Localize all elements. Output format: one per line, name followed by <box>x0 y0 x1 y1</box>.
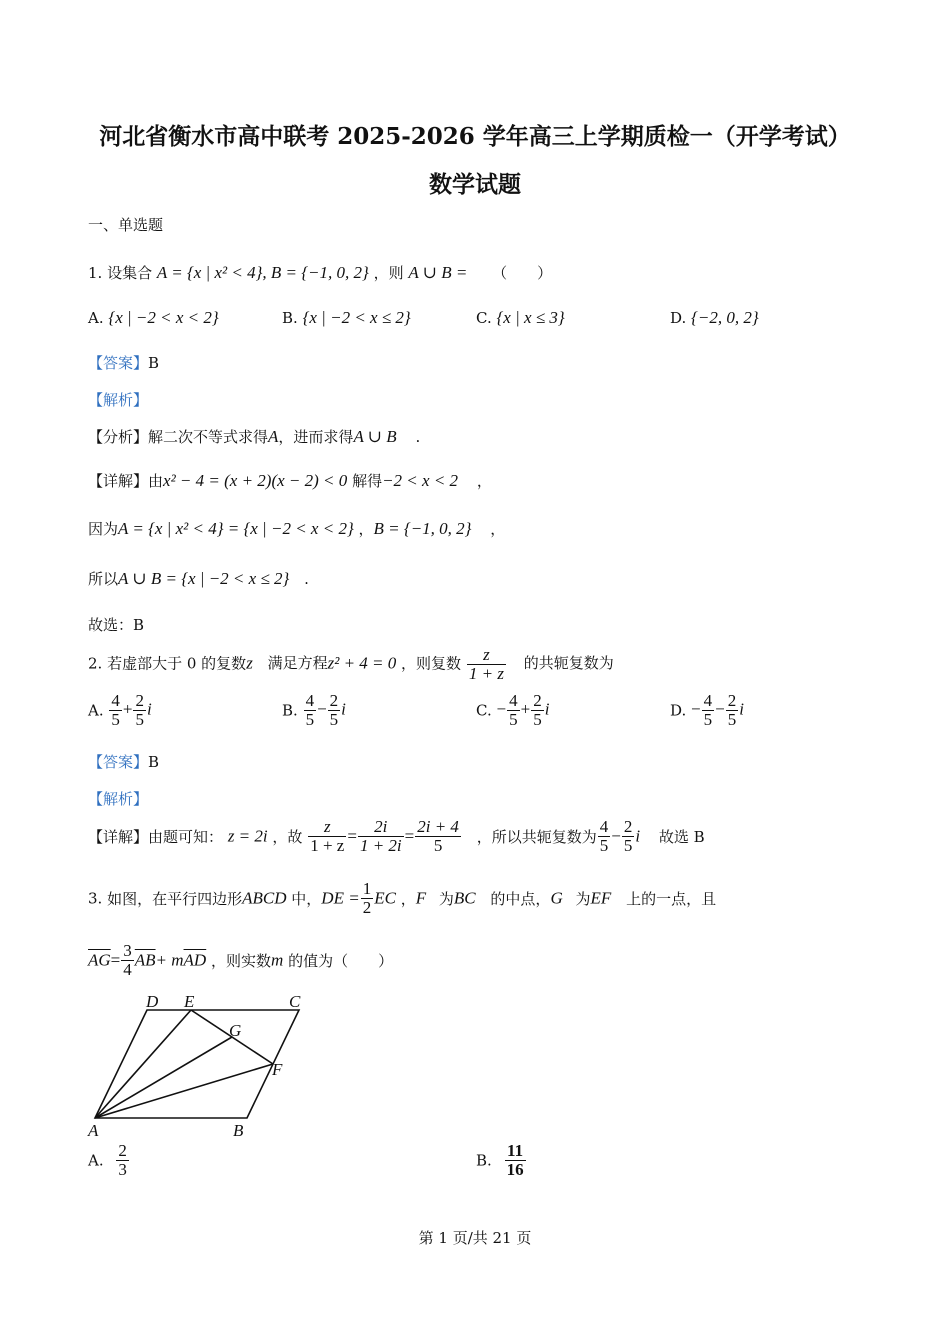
union-expr: A ∪ B = <box>408 263 468 282</box>
q1-detail: 【详解】由x² − 4 = (x + 2)(x − 2) < 0 解得−2 < x < 2 ， <box>88 471 492 490</box>
q2-option-a: A. $\frac{4}{5}$ + $\frac{2}{5}$ i <box>88 691 152 729</box>
q2-analysis-tag: 【解析】 <box>88 790 149 808</box>
q1-fenxi: 【分析】解二次不等式求得A，进而求得A ∪ B . <box>88 427 421 446</box>
parallelogram-abcd <box>95 1010 299 1118</box>
segment-ag <box>95 1037 232 1118</box>
point-label-b: B <box>233 1121 244 1140</box>
point-label-g: G <box>229 1021 242 1040</box>
q1-choice: 故选：B <box>88 616 145 634</box>
q1-option-c: C. {x | x ≤ 3} <box>476 308 565 327</box>
segment-af <box>95 1064 273 1118</box>
q1-option-b: B. {x | −2 < x ≤ 2} <box>282 308 411 327</box>
set-b-expr: , B = {−1, 0, 2} <box>262 263 369 282</box>
q1-option-d: D. {−2, 0, 2} <box>670 308 759 327</box>
q2-option-b: B. $\frac{4}{5}$ − $\frac{2}{5}$ i <box>282 691 346 729</box>
vector-ad: $\overline{AD}$ <box>183 950 207 970</box>
question-1-stem: 1. 设集合 A = {x | x² < 4}, B = {−1, 0, 2} ，则 A ∪ B = （ ） <box>88 263 553 282</box>
document-subtitle: 数学试题 <box>429 171 521 198</box>
q2-option-d: D. − $\frac{4}{5}$ − $\frac{2}{5}$ i <box>670 691 744 729</box>
parallelogram-figure <box>80 990 320 1140</box>
point-label-a: A <box>88 1121 99 1140</box>
q1-since: 因为A = {x | x² < 4} = {x | −2 < x < 2} ，B = {−1, 0, 2} ， <box>88 519 506 538</box>
set-a-expr: A = {x | x² < 4} <box>156 263 263 282</box>
q2-detail: 【详解】由题可知： z = 2i ，故 $\frac{z}{1 + z}$ = $\frac{2i}{1 + 2i}$ = $\frac{2i + 4}{5}$ ，所以共轭复数为 $\frac{4}{5}$ − $\frac{2}{5}$ i 故选 B <box>88 817 705 855</box>
document-title: 河北省衡水市高中联考 2025-2026 学年高三上学期质检一（开学考试） <box>99 123 851 150</box>
question-2-stem: 2. 若虚部大于 0 的复数z 满足方程z² + 4 = 0 ，则复数 $\frac{z}{1 + z}$ 的共轭复数为 <box>88 645 614 683</box>
q2-answer: 【答案】B <box>88 753 160 771</box>
vector-ab: $\overline{AB}$ <box>134 950 156 970</box>
segment-ae <box>95 1010 191 1118</box>
point-label-d: D <box>146 992 159 1011</box>
q1-so: 所以A ∪ B = {x | −2 < x ≤ 2} . <box>88 569 309 588</box>
q1-analysis-tag: 【解析】 <box>88 391 149 409</box>
point-label-f: F <box>272 1060 283 1079</box>
point-label-e: E <box>184 992 195 1011</box>
q3-option-b: B. $\frac{11}{16}$ <box>476 1141 524 1179</box>
q1-answer: 【答案】B <box>88 354 160 372</box>
answer-tag: 【答案】 <box>88 354 149 372</box>
question-3-stem-line2: $\overline{AG}=$ $\frac{3}{4}$ $\overline{AB}+ m\overline{AD}$ ，则实数m 的值为（ ） <box>88 941 394 979</box>
point-label-c: C <box>289 992 301 1011</box>
q2-option-c: C. − $\frac{4}{5}$ + $\frac{2}{5}$ i <box>476 691 550 729</box>
vector-ag: $\overline{AG}$ <box>88 950 111 970</box>
section-heading: 一、单选题 <box>88 216 164 234</box>
question-number: 1. <box>88 264 103 282</box>
question-3-stem-line1: 3. 如图，在平行四边形ABCD 中，DE = $\frac{1}{2}$ EC ，F 为BC 的中点，G 为EF 上的一点，且 <box>88 879 717 917</box>
fraction-z-over-1-plus-z: $\frac{z}{1 + z}$ <box>468 645 504 683</box>
q3-option-a: A. $\frac{2}{3}$ <box>88 1141 127 1179</box>
page-footer: 第 1 页/共 21 页 <box>418 1229 532 1247</box>
q1-option-a: A. {x | −2 < x < 2} <box>88 308 219 327</box>
